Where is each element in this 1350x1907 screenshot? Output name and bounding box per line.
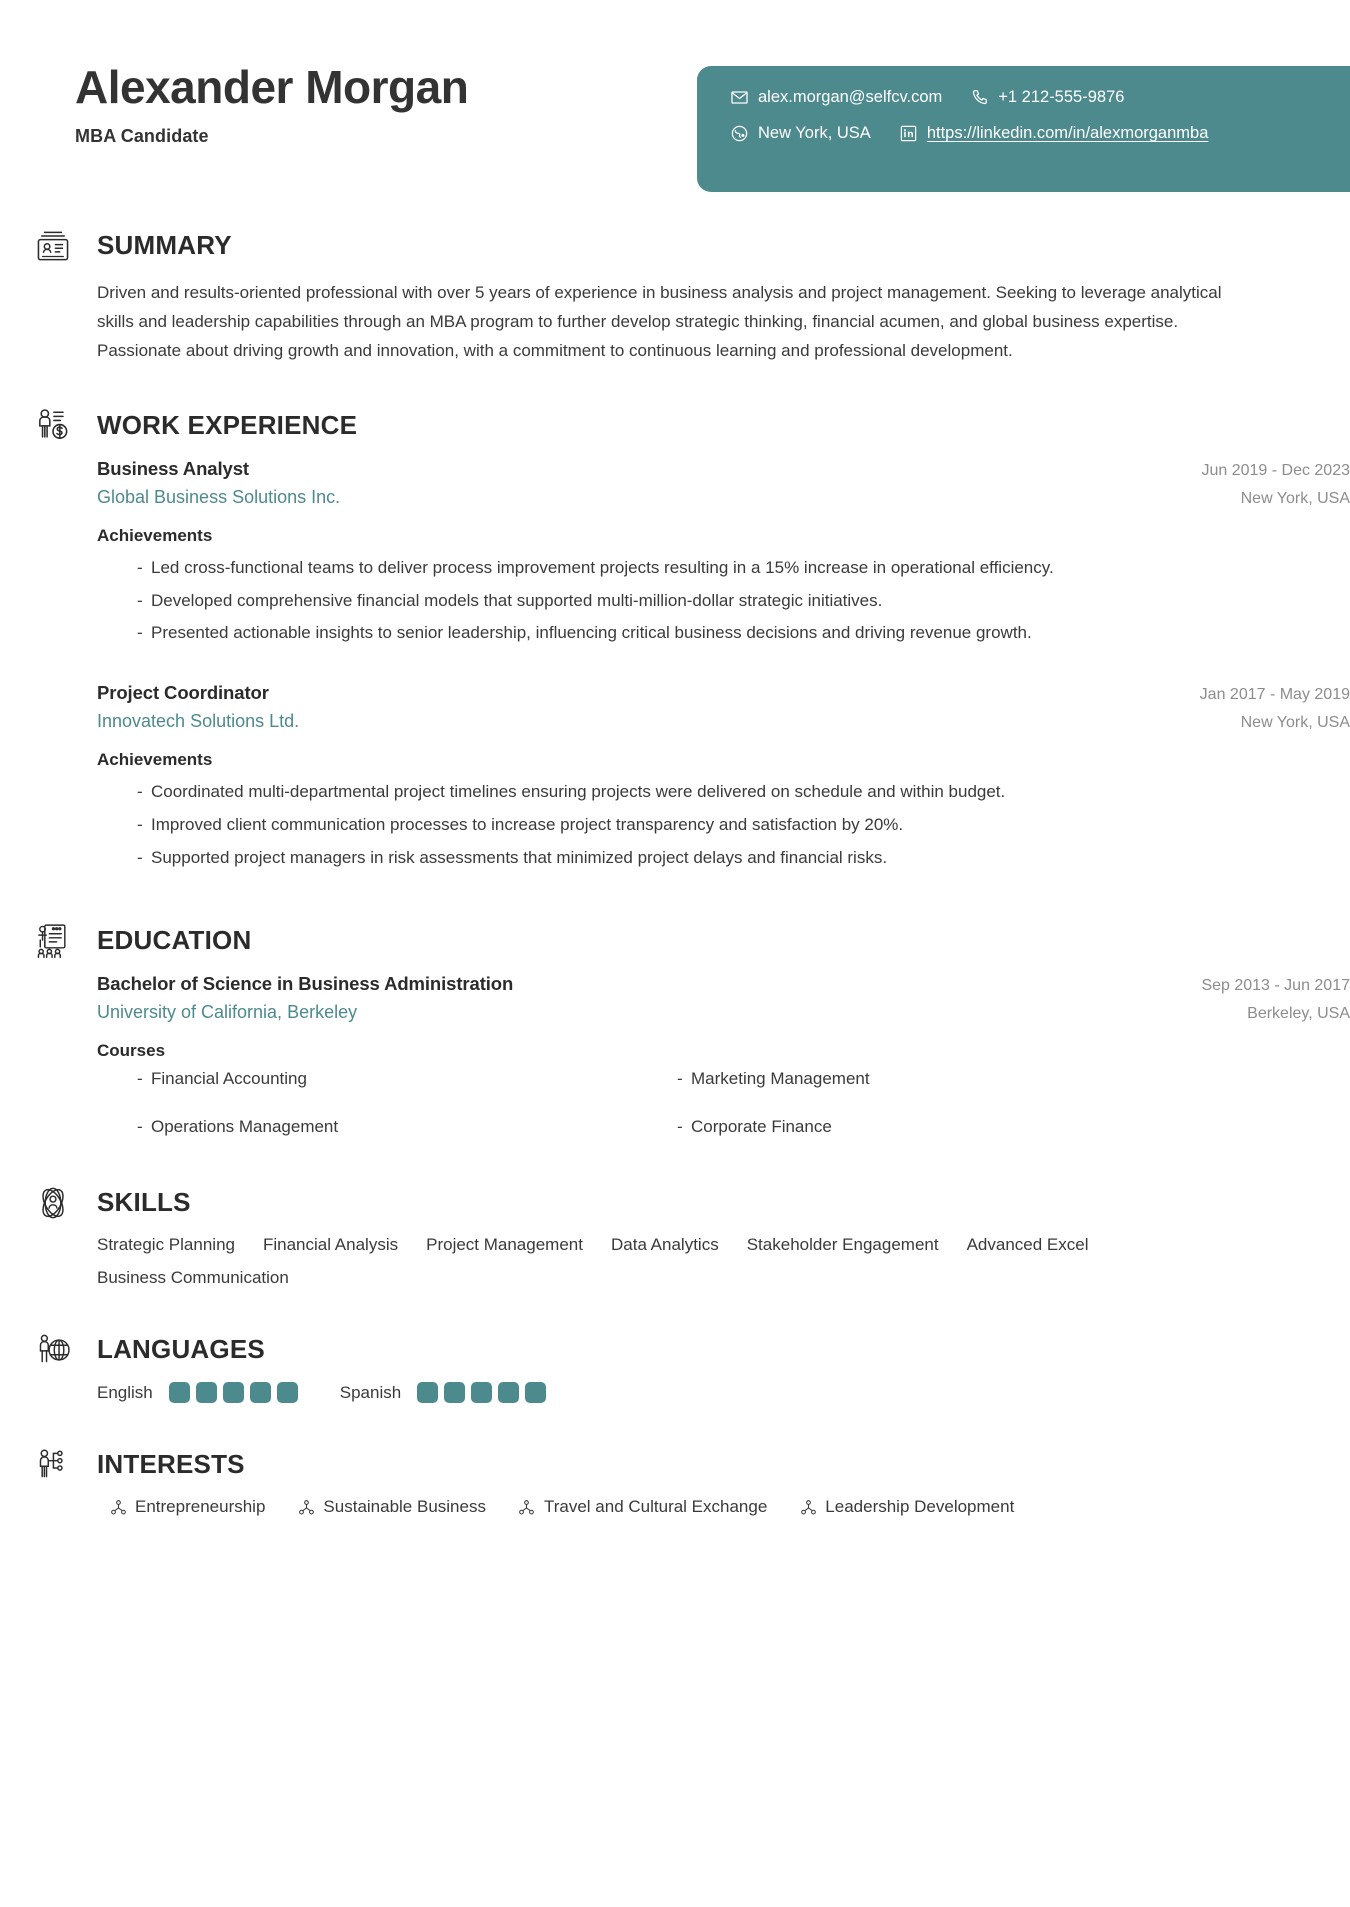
network-node-icon — [109, 1498, 127, 1516]
education-entry-sub — [97, 1002, 1350, 1023]
contact-row-1 — [730, 88, 1350, 107]
work-title: WORK EXPERIENCE — [97, 409, 358, 440]
level-dot — [169, 1382, 190, 1403]
course-item: - Operations Management — [137, 1117, 677, 1137]
envelope-icon — [730, 88, 749, 107]
skills-header — [97, 1187, 1350, 1218]
level-dot — [498, 1382, 519, 1403]
achievement-item: - Led cross-functional teams to deliver process improvement projects resulting in a 15% increase in operational efficiency. — [137, 554, 1272, 583]
level-dot — [250, 1382, 271, 1403]
section-interests — [0, 1449, 1350, 1517]
work-entry — [97, 682, 1350, 873]
course-item: - Marketing Management — [677, 1069, 1217, 1089]
interest-label: Entrepreneurship — [135, 1497, 266, 1517]
section-summary — [0, 230, 1350, 366]
contact-linkedin[interactable] — [899, 124, 1209, 143]
achievement-item: - Developed comprehensive financial models that supported multi-million-dollar strategic initiatives. — [137, 587, 1272, 616]
network-node-icon — [518, 1498, 536, 1516]
achievements-label: Achievements — [97, 750, 213, 770]
language-item — [340, 1382, 546, 1403]
education-entry — [97, 973, 1350, 1137]
work-location: New York, USA — [1240, 489, 1350, 507]
summary-header — [97, 230, 1350, 261]
work-entry-sub — [97, 711, 1350, 732]
skill-item: Data Analytics — [610, 1235, 719, 1255]
person-network-icon — [30, 1442, 76, 1488]
work-entry — [97, 458, 1350, 649]
work-achievements-list — [97, 778, 1350, 873]
courses-label: Courses — [97, 1041, 166, 1061]
language-item — [97, 1382, 298, 1403]
language-level-meter — [417, 1382, 546, 1403]
level-dot — [277, 1382, 298, 1403]
language-level-meter — [169, 1382, 298, 1403]
globe-icon — [730, 124, 749, 143]
interest-item — [297, 1497, 486, 1517]
skill-item: Stakeholder Engagement — [746, 1235, 939, 1255]
summary-text: Driven and results-oriented professional with over 5 years of experience in business analysis and project management. Seeking to leverage analytical skills and leadership capabilities through an MBA program to further develop strategic thinking, financial acumen, and global business expertise. Passionate about driving growth and innovation, with a commitment to continuous learning and professional development. — [97, 283, 1222, 361]
lecture-board-icon — [30, 918, 76, 964]
section-skills — [0, 1187, 1350, 1288]
work-position: Business Analyst — [97, 457, 249, 479]
resume-header — [0, 0, 1350, 200]
work-date: Jan 2017 - May 2019 — [1199, 686, 1350, 704]
work-company: Innovatech Solutions Ltd. — [97, 711, 300, 732]
skill-item: Business Communication — [97, 1268, 289, 1288]
education-title: EDUCATION — [97, 925, 252, 956]
level-dot — [525, 1382, 546, 1403]
candidate-role: MBA Candidate — [75, 125, 209, 146]
section-work-experience — [0, 410, 1350, 873]
interest-item — [799, 1497, 1014, 1517]
id-card-icon — [30, 223, 76, 269]
skill-item: Project Management — [426, 1235, 583, 1255]
language-name: Spanish — [339, 1382, 402, 1402]
linkedin-icon — [899, 124, 918, 143]
education-header — [97, 925, 1350, 956]
work-date: Jun 2019 - Dec 2023 — [1201, 461, 1350, 479]
education-date: Sep 2013 - Jun 2017 — [1201, 977, 1350, 995]
achievement-item: - Coordinated multi-departmental project timelines ensuring projects were delivered on schedule and within budget. — [137, 778, 1272, 807]
person-money-icon — [30, 402, 76, 448]
level-dot — [417, 1382, 438, 1403]
level-dot — [444, 1382, 465, 1403]
achievement-item: - Presented actionable insights to senior leadership, influencing critical business decisions and driving revenue growth. — [137, 619, 1272, 648]
work-achievements-list — [97, 554, 1350, 649]
skills-title: SKILLS — [97, 1187, 191, 1218]
languages-list — [97, 1382, 1350, 1403]
network-node-icon — [297, 1498, 315, 1516]
contact-row-2 — [730, 124, 1350, 143]
level-dot — [196, 1382, 217, 1403]
achievement-item: - Supported project managers in risk assessments that minimized project delays and financial risks. — [137, 844, 1272, 873]
courses-grid — [97, 1069, 1217, 1137]
level-dot — [471, 1382, 492, 1403]
contact-location — [730, 124, 871, 143]
interests-list — [97, 1497, 1297, 1517]
contact-linkedin-text: https://linkedin.com/in/alexmorganmba — [926, 124, 1209, 142]
phone-icon — [970, 88, 989, 107]
skill-item: Financial Analysis — [262, 1235, 399, 1255]
course-item: - Financial Accounting — [137, 1069, 677, 1089]
contact-phone-text: +1 212-555-9876 — [998, 88, 1125, 106]
contact-email[interactable] — [730, 88, 942, 107]
skill-item: Advanced Excel — [966, 1235, 1089, 1255]
contact-panel — [697, 66, 1350, 192]
person-globe-icon — [30, 1327, 76, 1373]
course-item: - Corporate Finance — [677, 1117, 1217, 1137]
work-entry-sub — [97, 487, 1350, 508]
work-location: New York, USA — [1240, 714, 1350, 732]
languages-title: LANGUAGES — [97, 1334, 265, 1365]
network-node-icon — [799, 1498, 817, 1516]
education-entry-top — [97, 973, 1350, 995]
section-education — [0, 925, 1350, 1137]
interest-item — [518, 1497, 767, 1517]
interests-title: INTERESTS — [97, 1449, 245, 1480]
identity-block — [75, 62, 468, 147]
skills-list — [97, 1235, 1277, 1288]
interest-label: Travel and Cultural Exchange — [543, 1497, 768, 1517]
language-name: English — [97, 1382, 153, 1402]
contact-email-text: alex.morgan@selfcv.com — [758, 88, 943, 106]
work-entry-top — [97, 682, 1350, 704]
atom-brain-icon — [30, 1180, 76, 1226]
education-degree: Bachelor of Science in Business Administration — [97, 973, 514, 995]
work-header — [97, 410, 1350, 441]
interest-item — [109, 1497, 265, 1517]
work-entry-top — [97, 458, 1350, 480]
interest-label: Sustainable Business — [323, 1497, 486, 1517]
education-location: Berkeley, USA — [1247, 1005, 1350, 1023]
contact-location-text: New York, USA — [758, 124, 871, 142]
section-languages — [0, 1334, 1350, 1403]
skill-item: Strategic Planning — [97, 1235, 235, 1255]
work-company: Global Business Solutions Inc. — [97, 486, 341, 507]
education-school: University of California, Berkeley — [97, 1002, 358, 1023]
interests-header — [97, 1449, 1350, 1480]
languages-header — [97, 1334, 1350, 1365]
achievement-item: - Improved client communication processes to increase project transparency and satisfaction by 20%. — [137, 811, 1272, 840]
candidate-name: Alexander Morgan — [75, 61, 469, 113]
level-dot — [223, 1382, 244, 1403]
work-position: Project Coordinator — [97, 682, 269, 704]
interest-label: Leadership Development — [825, 1497, 1015, 1517]
contact-phone[interactable] — [970, 88, 1124, 107]
summary-title: SUMMARY — [97, 230, 232, 260]
achievements-label: Achievements — [97, 525, 213, 545]
